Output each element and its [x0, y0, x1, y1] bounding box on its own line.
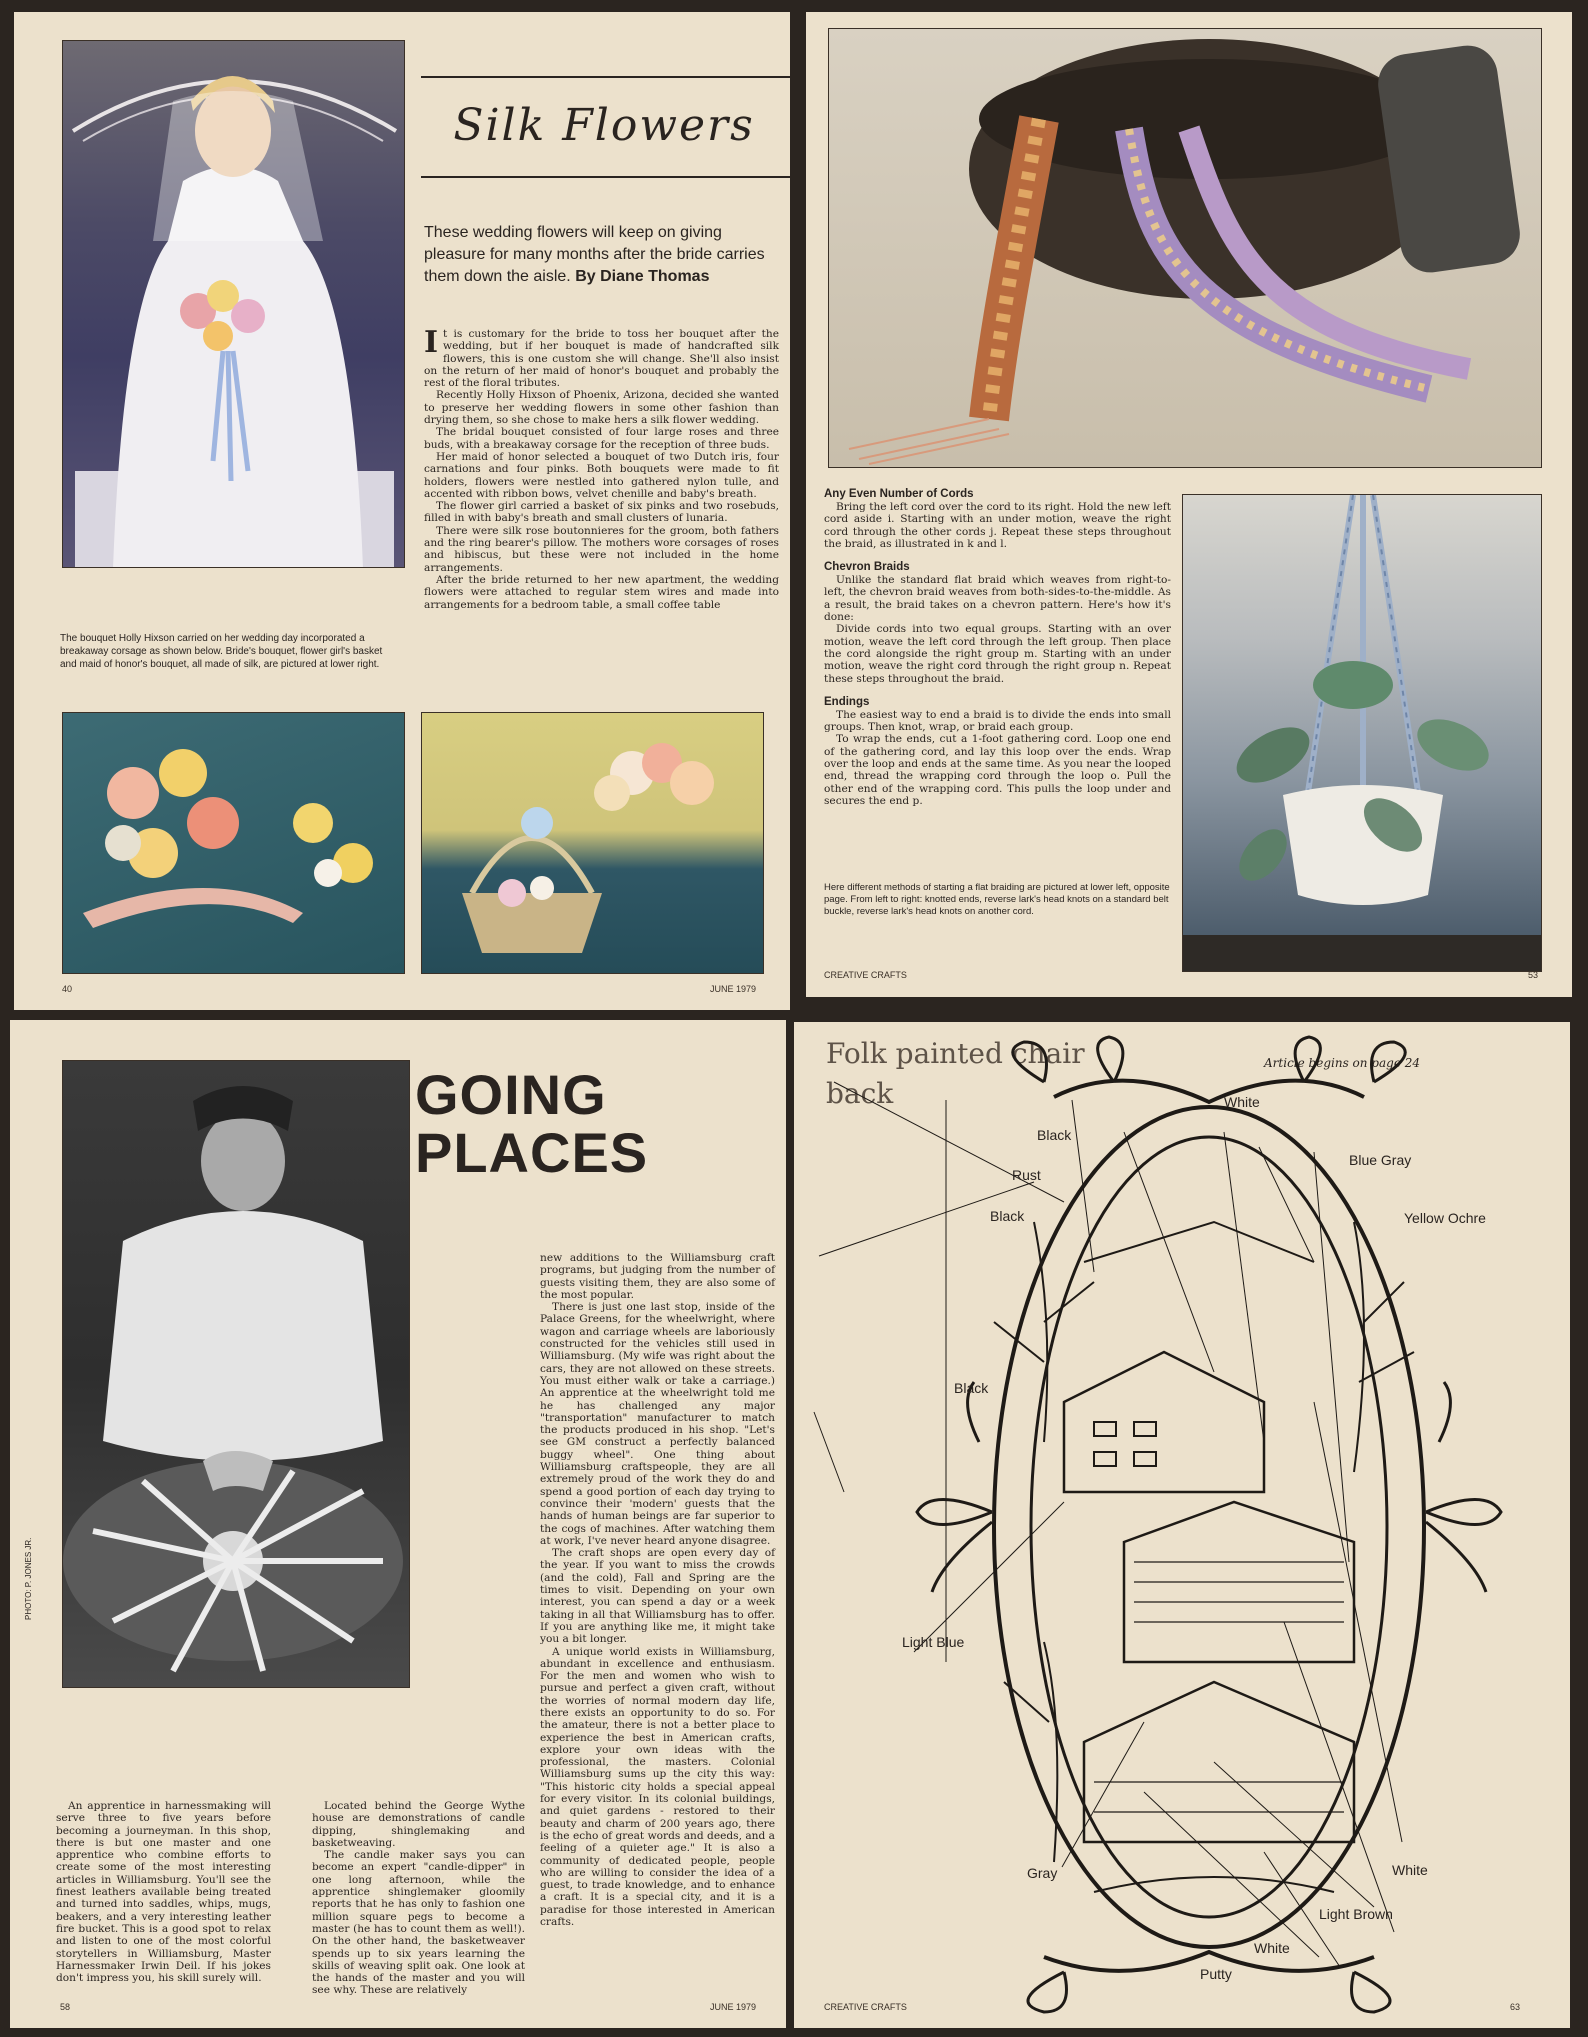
paragraph: There were silk rose boutonnieres for the groom, both fathers and the ring bearer's pillow. The mothers wore corsages of roses and hibiscus, but these were not included in the home arrangements.: [424, 524, 779, 574]
pattern-title: Folk painted chair back: [826, 1037, 1085, 1110]
color-label-black: Black: [1037, 1127, 1072, 1143]
byline: By Diane Thomas: [575, 268, 710, 285]
chair-back-pattern: [794, 1022, 1570, 2028]
color-label-black: Black: [954, 1380, 989, 1396]
page-63: [794, 1022, 1570, 2028]
paragraph: A unique world exists in Williamsburg, abundant in excellence and enthusiasm. For the men and women who wish to pursue and perfect a given craft, without the worries of normal modern day life, there exists an opportunity to do so. For the amateur, there is not a better place to experience the best in American crafts, explore your own ideas with the professional, the masters. Colonial Williamsburg sums up the city this way: "This historic city holds a special appeal for every visitor. In its colonial buildings, and quiet gardens - restored to their beauty and charm of 200 years ago, there is the echo of great words and deeds, and a feeling of a quieter age." It is also a community of dedicated people, people who are willing to consider the idea of a guest, to trade knowledge, and to enhance a craft. It is a special city, and it is a paradise for those interested in American crafts.: [540, 1645, 775, 1929]
page-number: 58: [60, 2002, 71, 2012]
text-column-2: [312, 1800, 525, 1997]
page-53: [806, 12, 1572, 997]
paragraph: The craft shops are open every day of the year. If you want to miss the crowds (and the cold), Fall and Spring are the times to visit. Depending on your own interest, you can spend a day or a week taking in all that Williamsburg has to offer. If you are anything like me, it might take you a bit longer.: [540, 1547, 775, 1646]
paragraph: Located behind the George Wythe house are demonstrations of candle dipping, shinglemaking and basketweaving.: [312, 1800, 525, 1849]
paragraph: The bridal bouquet consisted of four large roses and three buds, with a breakaway corsage for the reception of three buds.: [424, 426, 779, 451]
color-label-white: White: [1392, 1862, 1428, 1878]
article-title: Silk Flowers: [453, 100, 755, 151]
page-number: 40: [62, 984, 73, 994]
color-label-putty: Putty: [1200, 1966, 1232, 1982]
title-line: PLACES: [415, 1121, 649, 1184]
title-rule-top: [421, 76, 790, 78]
paragraph: An apprentice in harnessmaking will serve three to five years before becoming a journeyman. In this shop, there is but one master and one apprentice who combine efforts to create some of the most interesting articles in Williamsburg. You'll see the finest leathers available being treated and turned into saddles, whips, mugs, beakers, and a very interesting leather fire bucket. This is a good spot to relax and listen to one of the most colorful storytellers in Williamsburg, Master Harnessmaker Irwin Deil. If his jokes don't impress you, his skill surely will.: [56, 1800, 271, 1985]
bouquet-photo: [62, 712, 405, 974]
paragraph: The easiest way to end a braid is to divide the ends into small groups. Then knot, wrap, or braid each group.: [824, 708, 1171, 734]
deck-text: These wedding flowers will keep on giving pleasure for many months after the bride carries them down the aisle.: [424, 224, 765, 285]
paragraph: Bring the left cord over the cord to its right. Hold the new left cord aside i. Starting with an under motion, weave the right cord through the other cords j. Repeat these steps throughout the braid, as illustrated in k and l.: [824, 501, 1171, 550]
section-heading: Any Even Number of Cords: [824, 488, 974, 500]
plant-hanger-illustration: [1183, 495, 1542, 972]
braided-belt-photo: [828, 28, 1542, 468]
paragraph: Recently Holly Hixson of Phoenix, Arizona, decided she wanted to preserve her wedding flowers in some other fashion than drying them, so she chose to make hers a silk flower wedding.: [424, 389, 779, 427]
photo-caption: The bouquet Holly Hixson carried on her wedding day incorporated a breakaway corsage as shown below. Bride's bouquet, flower girl's basket and maid of honor's bouquet, all made of silk, are pictured at lower right.: [60, 633, 383, 670]
paragraph: The candle maker says you can become an expert "candle-dipper" in one long afternoon, while the apprentice shinglemaker gloomily reports that he has only to fashion one million square pegs to become a master (he has to count them as well!). On the other hand, the basketweaver spends up to six years learning the skills of weaving split oak. One look at the hands of the master and you will see why. These are relatively: [312, 1849, 525, 1997]
bride-photo: [62, 40, 405, 568]
first-paragraph-text: t is customary for the bride to toss her bouquet after the wedding, but if her bouquet is made of handcrafted silk flowers, this is one custom she will change. She'll also insist on the return of her maid of honor's bouquet and probably the rest of the floral tributes.: [424, 328, 779, 390]
continuation-note: Article begins on page 24: [1264, 1056, 1421, 1070]
section-chevron-braids: [824, 561, 1171, 685]
color-label-yellow-ochre: Yellow Ochre: [1404, 1210, 1486, 1226]
page-58: [10, 1020, 786, 2028]
paragraph: Her maid of honor selected a bouquet of two Dutch iris, four carnations and four pinks. Both bouquets were made to fit holders, flowers were nestled into gathered nylon tulle, and accented with ribbon bows, velvet chenille and baby's breath.: [424, 450, 779, 500]
section-heading: Chevron Braids: [824, 561, 910, 574]
section-heading: Endings: [824, 695, 870, 708]
basket-illustration: [422, 713, 764, 974]
bride-illustration: [63, 41, 405, 568]
article-deck: [424, 222, 774, 288]
color-label-gray: Gray: [1027, 1865, 1058, 1881]
photo-caption: Here different methods of starting a flat braiding are pictured at lower left, opposite page. From left to right: knotted ends, reverse lark's head knots on a standard belt buckle, reverse lark's head knots on another cord.: [824, 882, 1170, 917]
page-40: [14, 12, 790, 1010]
color-label-black: Black: [990, 1208, 1025, 1224]
title-rule-bottom: [421, 176, 790, 178]
basket-photo: [421, 712, 764, 974]
color-label-white: White: [1224, 1094, 1260, 1110]
title-line: GOING: [415, 1063, 607, 1126]
basketweaver-illustration: [63, 1061, 410, 1688]
color-label-light-blue: Light Blue: [902, 1634, 965, 1650]
article-body: [424, 325, 779, 611]
magazine-name: CREATIVE CRAFTS: [824, 970, 907, 980]
section-even-cords: [824, 488, 1171, 550]
issue-date: JUNE 1979: [710, 984, 757, 994]
color-label-light-brown: Light Brown: [1319, 1906, 1393, 1922]
basketweaver-photo: [62, 1060, 410, 1688]
magazine-name: CREATIVE CRAFTS: [824, 2002, 907, 2012]
text-column-3: [540, 1252, 775, 1928]
section-title: [415, 1063, 775, 1184]
paragraph: new additions to the Williamsburg craft programs, but judging from the number of guests visiting them, they are also some of the most popular.: [540, 1252, 775, 1301]
belt-illustration: [829, 29, 1542, 468]
instructions-column: [824, 488, 1171, 818]
issue-date: JUNE 1979: [710, 2002, 757, 2012]
color-label-blue-gray: Blue Gray: [1349, 1152, 1412, 1168]
page-number: 63: [1510, 2002, 1521, 2012]
paragraph: To wrap the ends, cut a 1-foot gathering cord. Loop one end of the gathering cord, and lay this loop over the ends. Wrap over the loop and ends at the same time. As you near the looped end, thread the wrapping cord through the loop o. Pull the other end of the wrapping cord. This pulls the loop under and secures the end p.: [824, 733, 1171, 807]
bouquet-illustration: [63, 713, 405, 974]
paragraph: The flower girl carried a basket of six pinks and two rosebuds, filled in with baby's breath and small clusters of lunaria.: [424, 500, 779, 525]
first-paragraph: [424, 325, 779, 390]
color-label-rust: Rust: [1012, 1167, 1041, 1183]
section-endings: [824, 696, 1171, 807]
paragraph: Unlike the standard flat braid which weaves from right-to-left, the chevron braid weaves from both-sides-to-the-middle. As a result, the braid takes on a chevron pattern. Here's how it's done:: [824, 574, 1171, 624]
paragraph: After the bride returned to her new apartment, the wedding flowers were attached to regular stem wires and made into arrangements for a bedroom table, a small coffee table: [424, 573, 779, 611]
paragraph: There is just one last stop, inside of the Palace Greens, for the wheelwright, where wagon and carriage wheels are laboriously constructed for the vehicles still used in Williamsburg. (My wife was right about the cars, they are not allowed on these streets. You must either walk or take a carriage.) An apprentice at the wheelwright told me he has challenged any major "transportation" manufacturer to match the products produced in his shop. "Let's see GM construct a perfectly balanced buggy wheel". One thing about Williamsburg craftspeople, they are all extremely proud of the work they do and spend a good portion of each day trying to convince their 'modern' guests that the hands of human beings are far superior to the cogs of machines. After watching them at work, I've never heard anyone disagree.: [540, 1301, 775, 1547]
text-column-1: [56, 1800, 271, 1984]
drop-cap: I: [424, 325, 439, 360]
plant-hanger-photo: [1182, 494, 1542, 972]
photo-credit: PHOTO: P. JONES JR.: [24, 1537, 33, 1620]
color-label-white: White: [1254, 1940, 1290, 1956]
page-number: 53: [1528, 970, 1539, 980]
paragraph: Divide cords into two equal groups. Starting with an over motion, weave the left cord through the left group. Then place the cord alongside the right group m. Starting with an under motion, weave the right cord through the right group n. Repeat these steps throughout the braid.: [824, 623, 1171, 685]
